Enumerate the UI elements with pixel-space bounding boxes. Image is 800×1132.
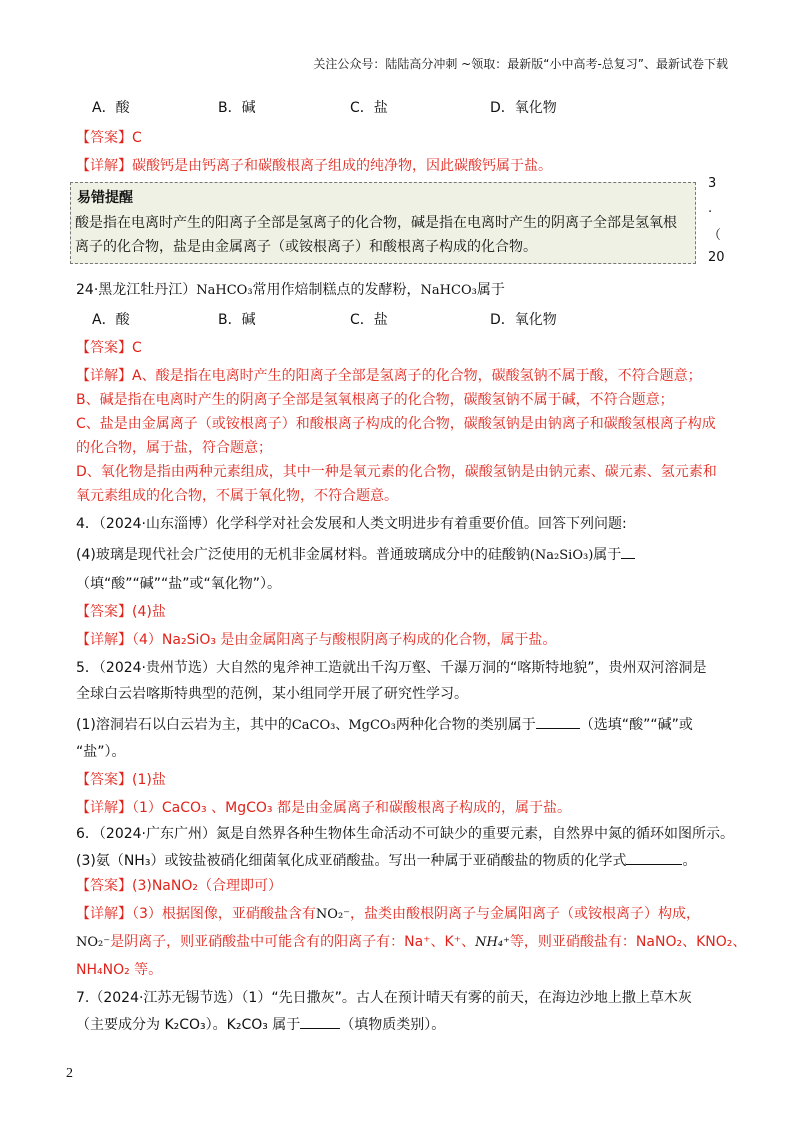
q5-line2: “盐”）。 (76, 744, 126, 760)
q1-detail: 【详解】碳酸钙是由钙离子和碳酸根离子组成的纯净物，因此碳酸钙属于盐。 (76, 158, 552, 174)
q3-detail-line: B、碱是指在电离时产生的阴离子全部是氢氧根离子的化合物，碳酸氢钠不属于碱，不符合题意； (76, 392, 674, 408)
q6-detail-text: 等，则亚硝酸盐有：NaNO₂、KNO₂、 (509, 934, 747, 950)
q6-detail: NH₄NO₂ 等。 (76, 962, 163, 978)
q3-text: 常用作焙制糕点的发酵粉， (252, 282, 421, 298)
q3-detail-line: D、氧化物是指由两种元素组成，其中一种是氧元素的化合物，碳酸氢钠是由钠元素、碳元素、氢元素和 (76, 464, 717, 480)
q5-answer: 【答案】(1)盐 (76, 772, 166, 788)
option-c: C．盐 (350, 312, 388, 328)
q3-stem (76, 280, 505, 301)
tip-text: 酸是指在电离时产生的阳离子全部是氢离子的化合物，碱是指在电离时产生的阴离子全部是氢氧根离子的化合物，盐是由金属离子（或铵根离子）和酸根离子构成的化合物。 (75, 215, 677, 255)
q7-stem: 7.（2024·江苏无锡节选）（1）“先日撒灰”。古人在预计晴天有雾的前天，在海边沙地上撒上草木灰 (76, 990, 692, 1006)
option-a: A．酸 (92, 100, 130, 116)
q3-source: 24·黑龙江牡丹江） (76, 282, 197, 298)
q3-detail-line: 的化合物，属于盐，符合题意； (76, 440, 272, 456)
q4-answer: 【答案】(4)盐 (76, 604, 166, 620)
option-d: D．氧化物 (490, 100, 557, 116)
option-d: D．氧化物 (490, 312, 557, 328)
side-number: （ (708, 228, 722, 243)
q6-detail (76, 932, 746, 953)
q7-line2 (76, 1014, 445, 1035)
tip-title: 易错提醒 (77, 190, 133, 206)
side-number: 3 (708, 176, 717, 191)
formula: CaCO₃、MgCO₃ (291, 718, 396, 733)
q5-detail: 【详解】（1）CaCO₃ 、MgCO₃ 都是由金属离子和碳酸根离子构成的，属于盐。 (76, 800, 571, 816)
q5-sub-text: (1)溶洞岩石以白云岩为主，其中的 (76, 717, 292, 733)
answer-blank[interactable] (626, 850, 682, 865)
q3-detail-line: C、盐是由金属离子（或铵根离子）和酸根离子构成的化合物，碳酸氢钠是由钠离子和碳酸氢根离子构成 (76, 416, 716, 432)
q4-detail: 【详解】（4）Na₂SiO₃ 是由金属阳离子与酸根阴离子构成的化合物，属于盐。 (76, 632, 557, 648)
formula: NaHCO₃ (420, 283, 477, 298)
answer-blank[interactable] (300, 1014, 340, 1029)
formula: (Na₂SiO₃) (529, 548, 594, 563)
q1-answer: 【答案】C (76, 130, 142, 146)
option-c: C．盐 (350, 100, 388, 116)
q3-detail-line: 【详解】A、酸是指在电离时产生的阳离子全部是氢离子的化合物，碳酸氢钠不属于酸，不符合题意； (76, 368, 702, 384)
error-tip-box (70, 182, 696, 264)
formula: NO₂⁻ (76, 935, 111, 950)
option-b: B．碱 (218, 100, 256, 116)
q6-detail (76, 904, 700, 925)
q6-detail-text: 【详解】（3）根据图像，亚硝酸盐含有 (76, 906, 316, 922)
q6-detail-text: 是阴离子，则亚硝酸盐中可能含有的阳离子有：Na⁺、K⁺、 (110, 934, 476, 950)
q3-options (92, 310, 557, 330)
formula-text: Na₂SiO₃ (534, 548, 589, 563)
q5-sub-text: （选填“酸”“碱”或 (579, 717, 693, 733)
q3-tail: 属于 (476, 282, 505, 298)
q4-sub (76, 544, 635, 566)
answer-blank[interactable] (536, 714, 580, 729)
option-b: B．碱 (218, 312, 256, 328)
q6-sub-text: (3)氨（NH₃）或铵盐被硝化细菌氧化成亚硝酸盐。写出一种属于亚硝酸盐的物质的化学式 (76, 853, 627, 869)
option-a: A．酸 (92, 312, 130, 328)
q6-sub (76, 850, 696, 871)
page-number: 2 (66, 1066, 73, 1081)
q7-text: （填物质类别）。 (340, 1017, 446, 1033)
page-header: 关注公众号：陆陆高分冲刺 ~领取：最新版“小中高考-总复习”、最新试卷下载 (313, 57, 728, 71)
q4-sub-text: (4)玻璃是现代社会广泛使用的无机非金属材料。普通玻璃成分中的硅酸钠 (76, 547, 530, 563)
formula: NO₂⁻ (315, 907, 351, 922)
q6-detail-text: ，盐类由酸根阴离子与金属阳离子（或铵根离子）构成， (350, 906, 701, 922)
q6-sub-end: 。 (682, 853, 697, 869)
q6-answer: 【答案】(3)NaNO₂（合理即可） (76, 878, 282, 894)
q3-answer: 【答案】C (76, 340, 142, 356)
side-number: 20 (708, 250, 725, 265)
q6-stem: 6．（2024·广东广州）氮是自然界各种生物体生命活动不可缺少的重要元素，自然界中氮的循环如图所示。 (76, 826, 734, 842)
q5-stem: 5．（2024·贵州节选）大自然的鬼斧神工造就出千沟万壑、千瀑万洞的“喀斯特地貌”，贵州双河溶洞是 (76, 660, 707, 676)
q1-options (92, 98, 557, 118)
side-number: . (708, 201, 713, 216)
answer-blank[interactable] (621, 544, 635, 559)
q5-sub (76, 714, 693, 736)
q5-stem: 全球白云岩喀斯特典型的范例，某小组同学开展了研究性学习。 (76, 686, 468, 702)
formula: NH₄⁺ (475, 935, 510, 950)
q7-text: （主要成分为 K₂CO₃）。K₂CO₃ 属于 (76, 1017, 301, 1033)
q3-detail-line: 氧元素组成的化合物，不属于氧化物，不符合题意。 (76, 488, 398, 504)
q4-line2: （填“酸”“碱”“盐”或“氧化物”）。 (76, 576, 282, 592)
q5-sub-text: 两种化合物的类别属于 (395, 717, 536, 733)
formula: NaHCO₃ (196, 283, 253, 298)
q4-stem: 4．（2024·山东淄博）化学科学对社会发展和人类文明进步有着重要价值。回答下列问题: (76, 516, 627, 532)
q4-sub-tail: 属于 (593, 547, 622, 563)
